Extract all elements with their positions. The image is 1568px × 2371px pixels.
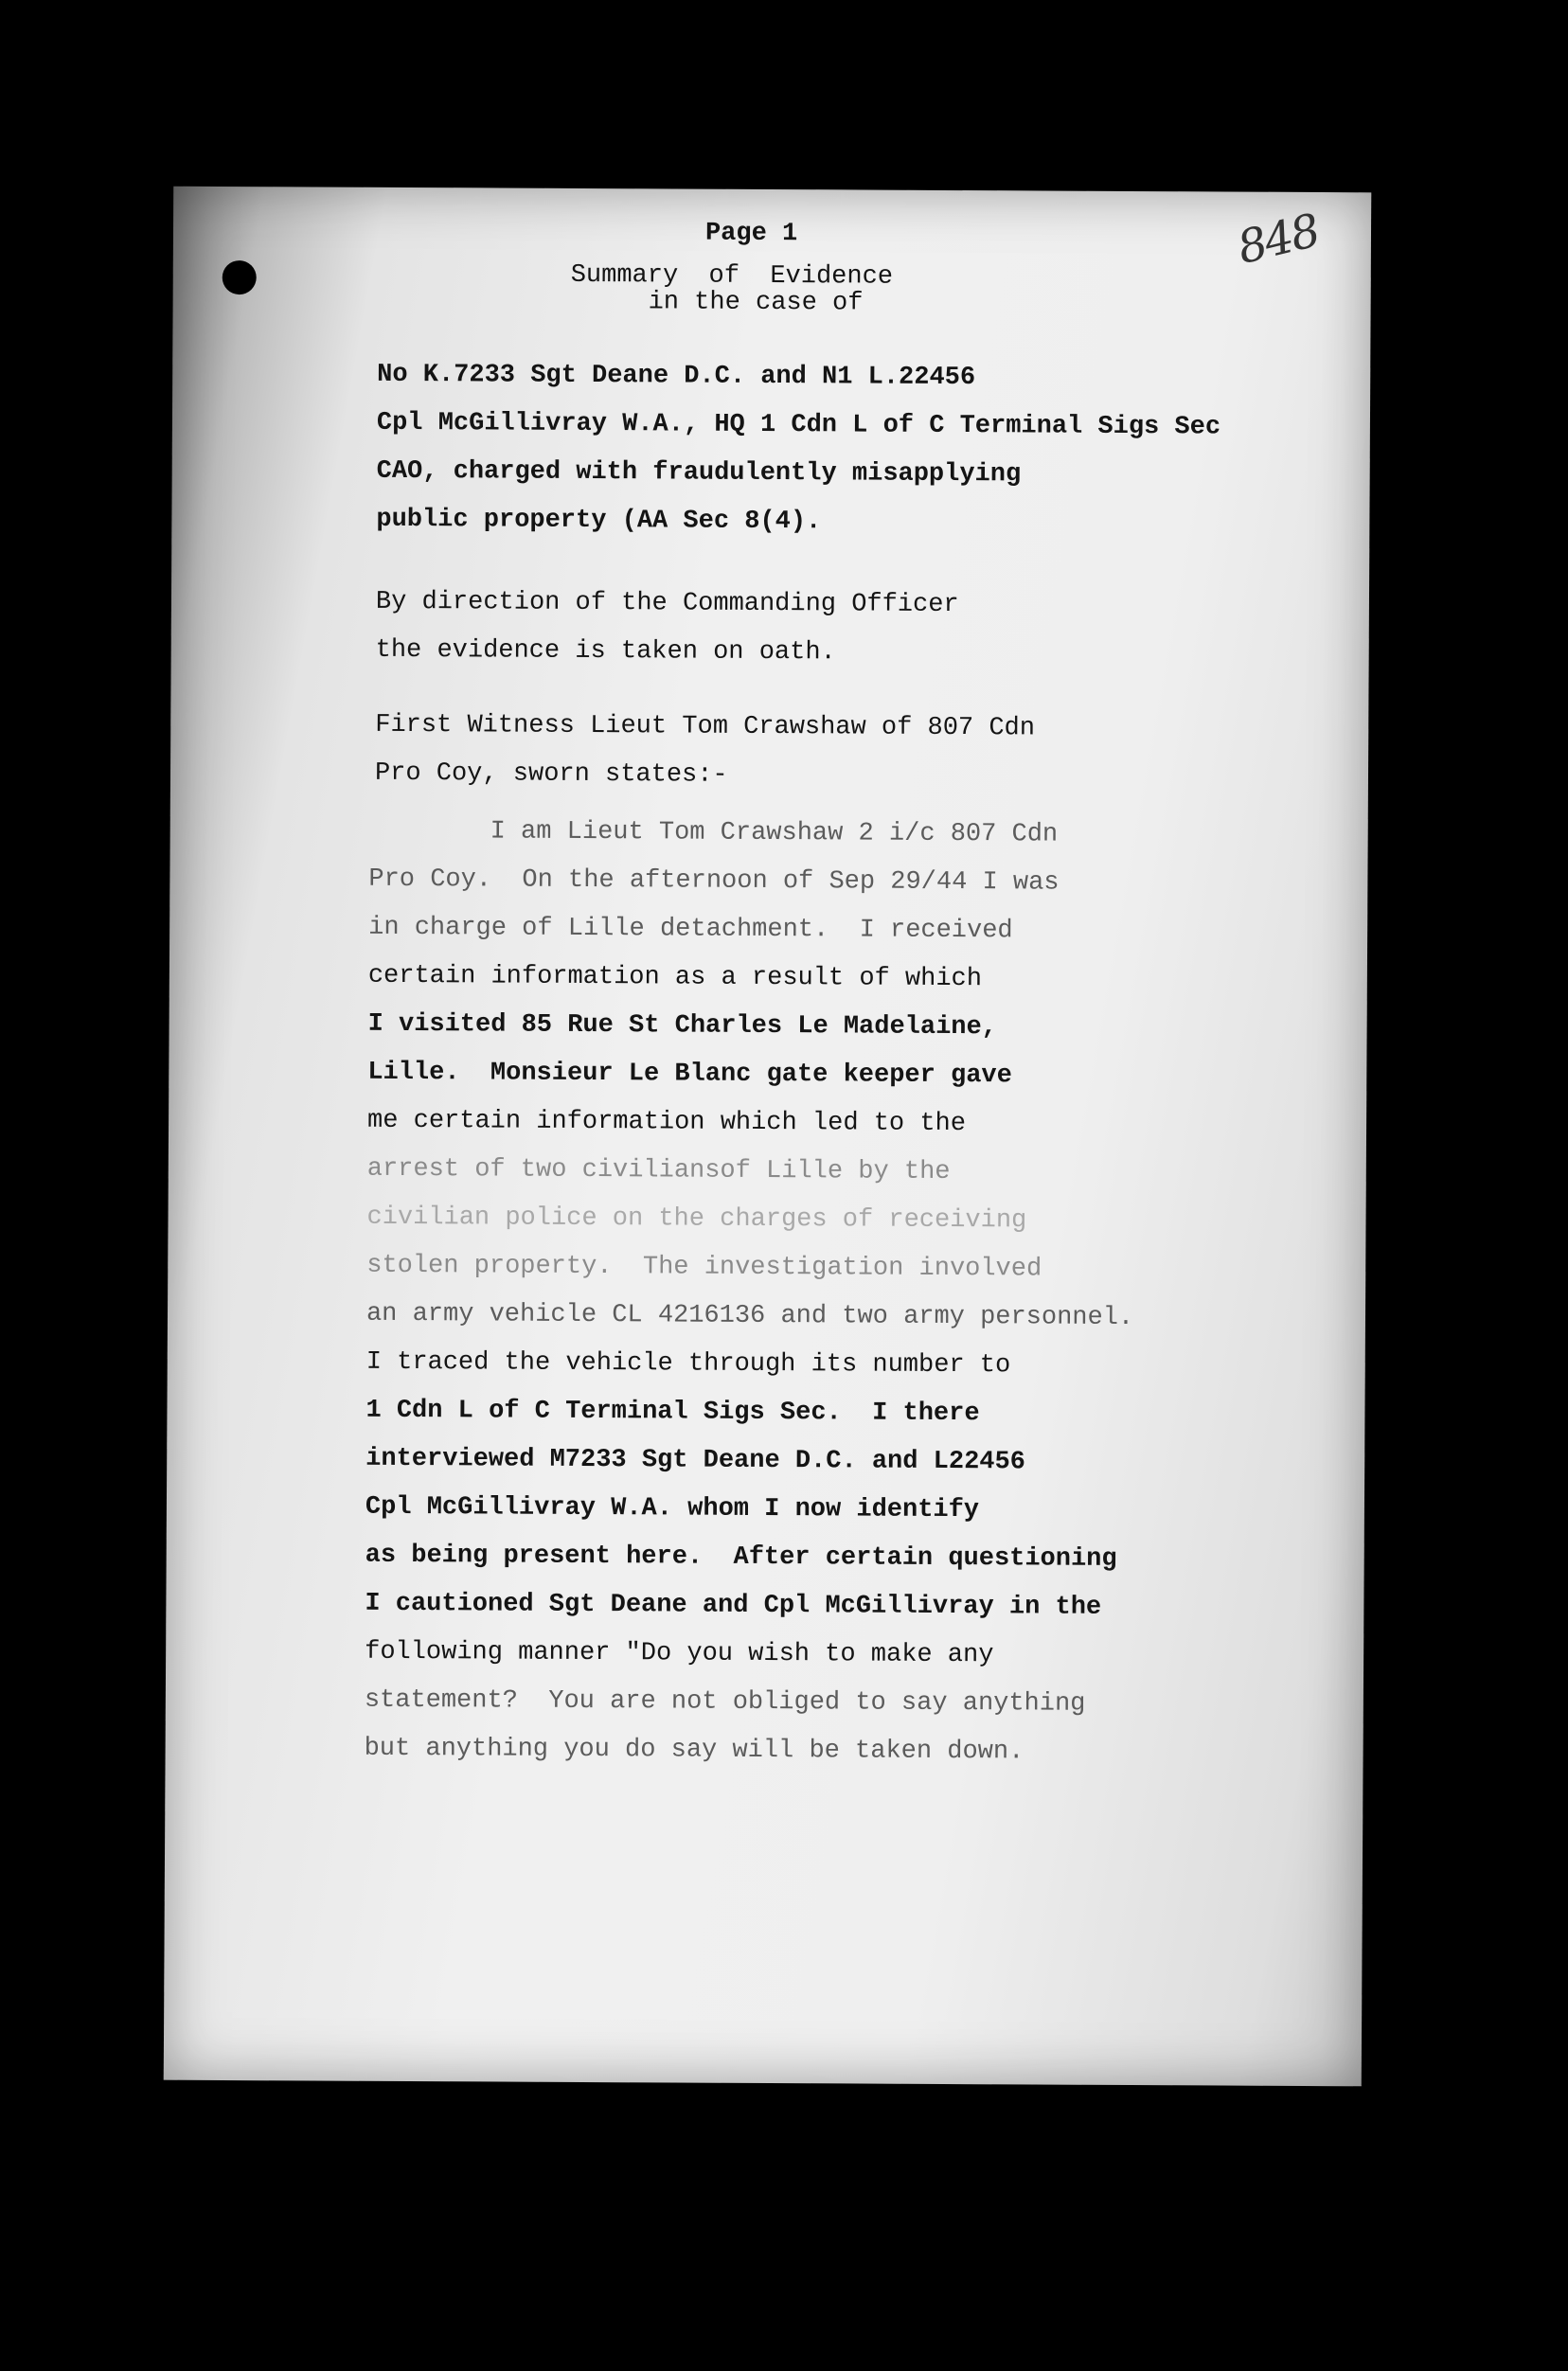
- page-label: Page 1: [704, 219, 798, 249]
- statement-line: arrest of two civiliansof Lille by the: [366, 1154, 951, 1187]
- charge-line: No K.7233 Sgt Deane D.C. and N1 L.22456: [377, 360, 976, 393]
- title-line-1: Summary of Evidence: [570, 260, 894, 292]
- charge-line: CAO, charged with fraudulently misapplying: [376, 456, 1022, 490]
- title-line-2: in the case of: [648, 288, 864, 318]
- direction-paragraph: [376, 579, 959, 678]
- handwritten-page-number: 848: [1232, 204, 1325, 276]
- statement-line: following manner "Do you wish to make any: [365, 1637, 994, 1670]
- statement-line: statement? You are not obliged to say anything: [364, 1685, 1086, 1719]
- witness-statement: [364, 808, 1135, 1777]
- direction-line: the evidence is taken on oath.: [375, 635, 836, 668]
- witness-line: Pro Coy, sworn states:-: [374, 758, 728, 790]
- statement-line: I cautioned Sgt Deane and Cpl McGillivray in the: [365, 1589, 1102, 1622]
- statement-line: I visited 85 Rue St Charles Le Madelaine,: [367, 1009, 997, 1043]
- direction-line: By direction of the Commanding Officer: [375, 587, 959, 620]
- statement-line: I traced the vehicle through its number to: [365, 1347, 1011, 1381]
- statement-line: me certain information which led to the: [367, 1106, 967, 1139]
- statement-line: civilian police on the charges of receiving: [366, 1203, 1027, 1236]
- statement-line: 1 Cdn L of C Terminal Sigs Sec. I there: [365, 1396, 980, 1429]
- witness-line: First Witness Lieut Tom Crawshaw of 807 Cdn: [375, 710, 1036, 743]
- charge-paragraph: [376, 351, 1221, 549]
- statement-line: certain information as a result of which: [367, 961, 983, 994]
- charge-line: public property (AA Sec 8(4).: [376, 505, 822, 537]
- statement-line: in charge of Lille detachment. I received: [368, 913, 1013, 946]
- punch-hole: [223, 260, 257, 294]
- statement-line: stolen property. The investigation involved: [366, 1251, 1042, 1284]
- witness-paragraph: [375, 702, 1035, 802]
- statement-line: but anything you do say will be taken down.: [364, 1734, 1025, 1767]
- statement-line: as being present here. After certain questioning: [365, 1541, 1117, 1574]
- statement-line: Pro Coy. On the afternoon of Sep 29/44 I was: [368, 865, 1060, 898]
- charge-line: Cpl McGillivray W.A., HQ 1 Cdn L of C Terminal Sigs Sec: [376, 408, 1221, 442]
- statement-line: Lille. Monsieur Le Blanc gate keeper gave: [367, 1058, 1012, 1091]
- statement-line: an army vehicle CL 4216136 and two army personnel.: [365, 1299, 1134, 1333]
- statement-line: interviewed M7233 Sgt Deane D.C. and L22456: [365, 1444, 1025, 1477]
- statement-line: I am Lieut Tom Crawshaw 2 i/c 807 Cdn: [490, 817, 1059, 849]
- statement-line: Cpl McGillivray W.A. whom I now identify: [365, 1492, 980, 1525]
- document-sheet: [164, 187, 1371, 2087]
